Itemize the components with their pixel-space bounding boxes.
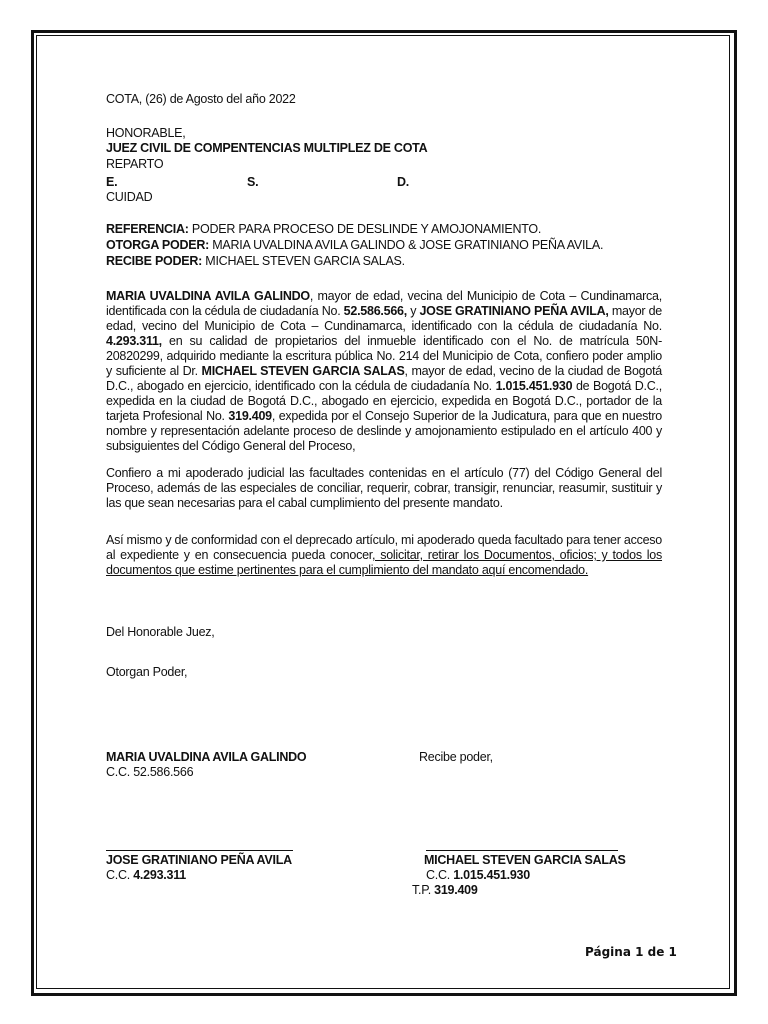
- paragraph-2: Confiero a mi apoderado judicial las facultades contenidas en el artículo (77) del Código General del Proceso, además de las especiales de conciliar, requerir, cobrar, transigir, renunciar, reasumir, sustituir y las que sean necesarias para el cabal cumplimiento del presente mandato.: [106, 466, 662, 510]
- signature-cc-2: [106, 868, 186, 883]
- grantor-cc-2: 4.293.311,: [106, 334, 162, 348]
- cc-number: 1.015.451.930: [453, 868, 530, 882]
- signature-name-3: MICHAEL STEVEN GARCIA SALAS: [424, 853, 626, 867]
- text: mayor de edad, vecino del Municipio de Cota – Cundinamarca, identificado con la cédula de ciudadanía No.: [106, 304, 662, 333]
- page-total: 1: [668, 945, 677, 959]
- signature-name-2: JOSE GRATINIANO PEÑA AVILA: [106, 853, 292, 867]
- signature-name-1: MARIA UVALDINA AVILA GALINDO: [106, 750, 307, 764]
- paragraph-1: [106, 289, 662, 454]
- attorney-cc: 1.015.451.930: [495, 379, 573, 393]
- paragraph-3: [106, 533, 662, 578]
- text: y: [406, 304, 420, 318]
- page-label: Página: [585, 945, 636, 959]
- grantor-cc-1: 52.586.566,: [343, 304, 407, 318]
- tp-number: 319.409: [434, 883, 478, 897]
- reference-value: PODER PARA PROCESO DE DESLINDE Y AMOJONAMIENTO.: [188, 222, 542, 236]
- d-label: D.: [397, 175, 409, 189]
- text: , mayor de edad, vecino de la ciudad de Bogotá D.C., abogado en ejercicio, identificado con la cédula de ciudadanía No.: [106, 364, 662, 393]
- cc-label: C.C.: [426, 868, 454, 882]
- recibe-line: [106, 254, 405, 269]
- otorga-label: OTORGA PODER:: [106, 238, 210, 252]
- s-label: S.: [247, 175, 259, 189]
- text: , mayor de edad, vecina del Municipio de Cota – Cundinamarca, identificada con la cédula de ciudadanía No.: [106, 289, 662, 318]
- text: de Bogotá D.C., expedida en la ciudad de Bogotá D.C., abogado en ejercicio, expedida en Bogotá D.C., portador de la tarjeta Profesional No.: [106, 379, 662, 423]
- signature-cc-3: [426, 868, 530, 883]
- date-line: COTA, (26) de Agosto del año 2022: [106, 92, 296, 106]
- salutation: HONORABLE,: [106, 126, 186, 140]
- tp-label: T.P.: [412, 883, 435, 897]
- text: en su calidad de propietarios del inmueble identificado con el No. de matrícula 50N-20820299, adquirido mediante la escritura pública No. 214 del Municipio de Cota, confiero poder amplio y suficiente al Dr.: [106, 334, 662, 378]
- text: , expedida por el Consejo Superior de la Judicatura, para que en nuestro nombre y representación adelante proceso de deslinde y amojonamiento estipulado en el artículo 400 y subsiguientes del Código General del Proceso,: [106, 409, 662, 453]
- reference-label: REFERENCIA:: [106, 222, 189, 236]
- page-number: [585, 945, 677, 959]
- signature-line-2: [426, 850, 618, 851]
- signature-tp-3: [412, 883, 478, 898]
- closing-judge: Del Honorable Juez,: [106, 625, 215, 639]
- signature-cc-1: C.C. 52.586.566: [106, 765, 194, 779]
- otorga-line: [106, 238, 603, 253]
- grantor-name-1: MARIA UVALDINA AVILA GALINDO: [106, 289, 310, 303]
- cc-number: 4.293.311: [133, 868, 186, 882]
- e-label: E.: [106, 175, 118, 189]
- signature-line-1: [106, 850, 293, 851]
- otorga-value: MARIA UVALDINA AVILA GALINDO & JOSE GRATINIANO PEÑA AVILA.: [209, 238, 604, 252]
- receives-power-label: Recibe poder,: [419, 750, 493, 764]
- text: Así mismo y de conformidad con el deprecado artículo, mi apoderado queda facultado para tener acceso al expediente y en consecuencia pueda conocer: [106, 533, 662, 562]
- recibe-value: MICHAEL STEVEN GARCIA SALAS.: [202, 254, 405, 268]
- attorney-tp: 319.409: [228, 409, 272, 423]
- city-line: CUIDAD: [106, 190, 153, 204]
- underlined-text: , solicitar, retirar los Documentos, oficios; y todos los documentos que estime pertinentes para el cumplimiento del mandato aquí encomendado.: [106, 548, 663, 577]
- cc-label: C.C.: [106, 868, 134, 882]
- court-name: JUEZ CIVIL DE COMPENTENCIAS MULTIPLEZ DE COTA: [106, 141, 428, 155]
- attorney-name: MICHAEL STEVEN GARCIA SALAS: [201, 364, 405, 378]
- grantor-name-2: JOSE GRATINIANO PEÑA AVILA,: [419, 304, 609, 318]
- recibe-label: RECIBE PODER:: [106, 254, 203, 268]
- closing-grant: Otorgan Poder,: [106, 665, 188, 679]
- reparto: REPARTO: [106, 157, 164, 171]
- page-current: 1: [635, 945, 644, 959]
- reference-line: [106, 222, 541, 237]
- page-of: de: [643, 945, 669, 959]
- page-border-inner: [36, 35, 730, 989]
